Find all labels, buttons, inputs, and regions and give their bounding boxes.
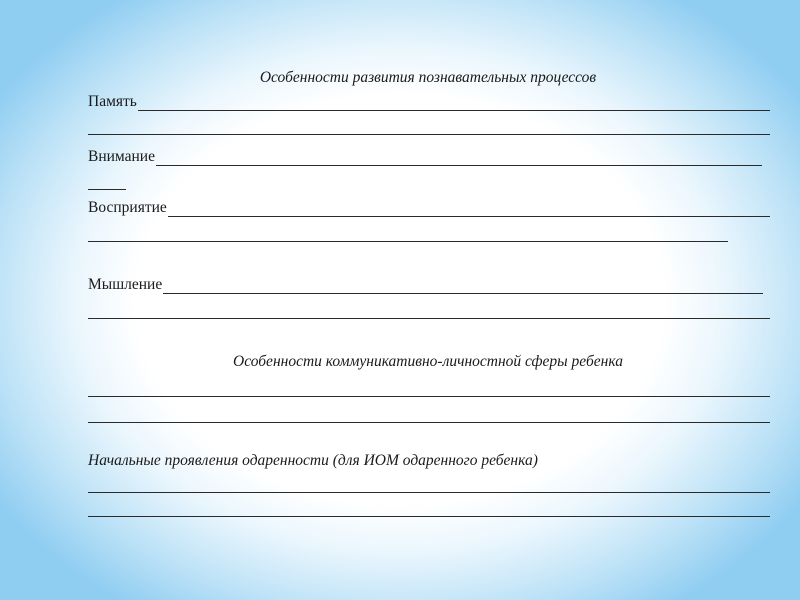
thinking-answer-line[interactable] bbox=[163, 279, 763, 294]
perception-answer-line[interactable] bbox=[168, 202, 770, 217]
section-title-communicative: Особенности коммуникативно-личностной сферы ребенка bbox=[233, 353, 623, 370]
communicative-answer-line-1[interactable] bbox=[88, 396, 770, 397]
section-title-giftedness: Начальные проявления одаренности (для ИОМ одаренного ребенка) bbox=[88, 452, 538, 469]
thinking-field-row bbox=[88, 276, 763, 294]
section-title-cognitive: Особенности развития познавательных процессов bbox=[259, 69, 597, 86]
perception-answer-line-2[interactable] bbox=[88, 241, 728, 242]
thinking-answer-line-2[interactable] bbox=[88, 318, 770, 319]
perception-label: Восприятие bbox=[88, 199, 167, 216]
thinking-label: Мышление bbox=[88, 276, 163, 293]
giftedness-answer-line-1[interactable] bbox=[88, 492, 770, 493]
memory-label: Память bbox=[88, 93, 137, 110]
attention-field-row bbox=[88, 148, 762, 166]
memory-answer-line-2[interactable] bbox=[88, 134, 770, 135]
perception-field-row bbox=[88, 199, 770, 217]
attention-label: Внимание bbox=[88, 148, 155, 165]
attention-answer-line[interactable] bbox=[156, 151, 762, 166]
attention-answer-line-2[interactable] bbox=[88, 189, 126, 190]
memory-answer-line[interactable] bbox=[138, 96, 770, 111]
giftedness-answer-line-2[interactable] bbox=[88, 516, 770, 517]
memory-field-row bbox=[88, 93, 770, 111]
communicative-answer-line-2[interactable] bbox=[88, 422, 770, 423]
